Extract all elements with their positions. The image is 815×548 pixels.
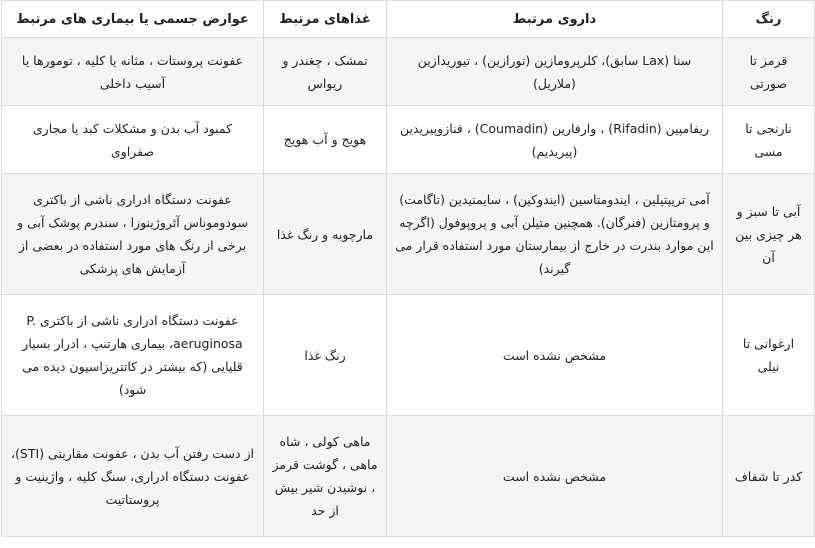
drugs-cell: مشخص نشده است [387, 416, 723, 537]
conditions-cell: عفونت پروستات ، مثانه یا کلیه ، تومورها یا آسیب داخلی [2, 38, 264, 106]
foods-cell: رنگ غذا [264, 295, 387, 416]
conditions-cell: از دست رفتن آب بدن ، عفونت مقاربتی (STI)، عفونت دستگاه ادراری، سنگ کلیه ، واژینیت و پروستاتیت [2, 416, 264, 537]
header-foods: غذاهای مرتبط [264, 1, 387, 38]
foods-cell: ماهی کولی ، شاه ماهی ، گوشت قرمز ، نوشیدن شیر بیش از حد [264, 416, 387, 537]
header-drugs: داروی مرتبط [387, 1, 723, 38]
color-cell: نارنجی تا مسی [723, 106, 815, 174]
header-row [2, 1, 815, 38]
foods-cell: هویج و آب هویج [264, 106, 387, 174]
header-color: رنگ [723, 1, 815, 38]
table-row [2, 174, 815, 295]
table-row [2, 106, 815, 174]
header-conditions: عوارض جسمی یا بیماری های مرتبط [2, 1, 264, 38]
drugs-cell: آمی تریپتیلین ، ایندومتاسین (ایندوکین) ، سایمتیدین (تاگامت) و پرومتازین (فنرگان). همچنین متیلن آبی و پروپوفول (اگرچه این موارد بندرت در خارج از بیمارستان مورد استفاده قرار می گیرند) [387, 174, 723, 295]
table-row [2, 295, 815, 416]
foods-cell: مارچوبه و رنگ غذا [264, 174, 387, 295]
foods-cell: تمشک ، چغندر و ریواس [264, 38, 387, 106]
conditions-cell: عفونت دستگاه ادراری ناشی از باکتری P. aeruginosa، بیماری هارتنپ ، ادرار بسیار قلیایی (که بیشتر در کاتتریزاسیون دیده می شود) [2, 295, 264, 416]
table-row [2, 38, 815, 106]
drugs-cell: مشخص نشده است [387, 295, 723, 416]
conditions-cell: کمبود آب بدن و مشکلات کبد یا مجاری صفراوی [2, 106, 264, 174]
table-row [2, 416, 815, 537]
drugs-cell: سنا (Lax سابق)، کلرپرومازین (تورازین) ، تیوریدازین (ملاریل) [387, 38, 723, 106]
conditions-cell: عفونت دستگاه ادراری ناشی از باکتری سودوموناس آئروژینوزا ، سندرم پوشک آبی و برخی از رنگ های مورد استفاده در بعضی از آزمایش های پزشکی [2, 174, 264, 295]
color-cell: ارغوانی تا نیلی [723, 295, 815, 416]
color-cell: قرمز تا صورتی [723, 38, 815, 106]
urine-color-table [1, 0, 815, 537]
drugs-cell: ریفامپین (Rifadin) ، وارفارین (Coumadin) ، فنازوپیریدین (پیریدیم) [387, 106, 723, 174]
color-cell: کدر تا شفاف [723, 416, 815, 537]
color-cell: آبی تا سبز و هر چیزی بین آن [723, 174, 815, 295]
